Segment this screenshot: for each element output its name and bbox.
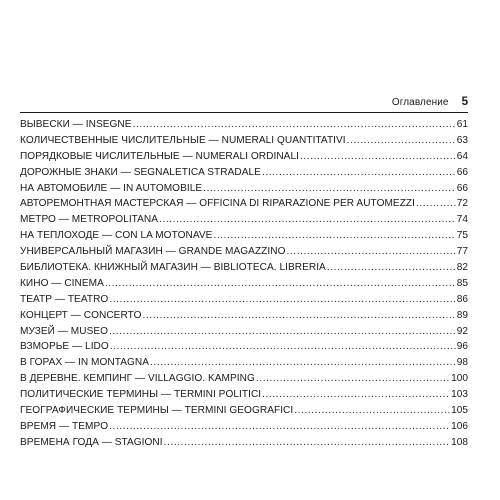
dot-leader: [110, 339, 456, 355]
toc-entry-page: 75: [456, 230, 468, 242]
toc-entry-title: В ДЕРЕВНЕ. КЕМПИНГ — VILLAGGIO. KAMPING: [20, 373, 255, 385]
toc-entry-page: 106: [451, 420, 468, 432]
toc-entry-page: 72: [456, 198, 468, 210]
toc-entry-page: 108: [451, 436, 468, 448]
toc-entry-page: 103: [451, 389, 468, 401]
toc-entry: [20, 308, 468, 324]
toc-entry: [20, 292, 468, 308]
toc-entry-title: ПОЛИТИЧЕСКИЕ ТЕРМИНЫ — TERMINI POLITICI: [20, 389, 262, 401]
dot-leader: [213, 228, 455, 244]
running-header: [20, 96, 468, 110]
dot-leader: [300, 149, 456, 165]
toc-entry-page: 89: [456, 309, 468, 321]
toc-entry-title: ГЕОГРАФИЧЕСКИЕ ТЕРМИНЫ — TERMINI GEOGRAFICI: [20, 405, 294, 417]
toc-entry-page: 92: [456, 325, 468, 337]
toc-entry-title: ВЗМОРЬЕ — LIDO: [20, 341, 109, 353]
toc-entry-page: 63: [456, 134, 468, 146]
toc-entry-title: МЕТРО — METROPOLITANA: [20, 214, 159, 226]
toc-entry: [20, 387, 468, 403]
toc-entry: [20, 371, 468, 387]
toc-entry: [20, 196, 468, 212]
dot-leader: [294, 403, 450, 419]
toc-entry: [20, 149, 468, 165]
toc-entry: [20, 181, 468, 197]
dot-leader: [109, 292, 455, 308]
toc-entry: [20, 117, 468, 133]
dot-leader: [416, 196, 456, 212]
toc-entry-title: АВТОРЕМОНТНАЯ МАСТЕРСКАЯ — OFFICINA DI RIPARAZIONE PER AUTOMEZZI: [20, 198, 415, 210]
toc-entry: [20, 355, 468, 371]
toc-entry-page: 96: [456, 341, 468, 353]
toc-entry-page: 100: [451, 373, 468, 385]
toc-entry-title: КОЛИЧЕСТВЕННЫЕ ЧИСЛИТЕЛЬНЫЕ — NUMERALI QUANTITATIVI: [20, 134, 346, 146]
dot-leader: [109, 324, 456, 340]
dot-leader: [143, 308, 456, 324]
toc-entry-title: БИБЛИОТЕКА. КНИЖНЫЙ МАГАЗИН — BIBLIOTECA. LIBRERIA: [20, 262, 326, 274]
toc-entry-title: НА ТЕПЛОХОДЕ — CON LA MOTONAVE: [20, 230, 213, 242]
page-number: 5: [461, 96, 468, 108]
toc-entry-page: 61: [456, 119, 468, 130]
toc-entry-title: КОНЦЕРТ — CONCERTO: [20, 309, 142, 321]
header-rule: [20, 112, 468, 113]
section-title: Оглавление: [391, 97, 449, 108]
toc-entry: [20, 212, 468, 228]
toc-entry-title: УНИВЕРСАЛЬНЫЙ МАГАЗИН — GRANDE MAGAZZINO: [20, 246, 286, 258]
dot-leader: [159, 212, 456, 228]
toc-entry: [20, 228, 468, 244]
toc-entry-page: 98: [456, 357, 468, 369]
toc-entry: [20, 339, 468, 355]
toc-entry-page: 86: [456, 293, 468, 305]
dot-leader: [262, 387, 450, 403]
toc-entry: [20, 435, 468, 451]
toc-entry-title: ПОРЯДКОВЫЕ ЧИСЛИТЕЛЬНЫЕ — NUMERALI ORDINALI: [20, 150, 299, 162]
toc-entry-title: В ГОРАХ — IN MONTAGNA: [20, 357, 150, 369]
toc-entry-page: 66: [456, 166, 468, 178]
dot-leader: [256, 371, 450, 387]
dot-leader: [150, 355, 456, 371]
dot-leader: [347, 133, 456, 149]
dot-leader: [327, 260, 456, 276]
toc-entry-title: ВРЕМЕНА ГОДА — STAGIONI: [20, 436, 163, 448]
toc-entry-title: ВРЕМЯ — TEMPO: [20, 420, 109, 432]
toc-entry-title: НА АВТОМОБИЛЕ — IN AUTOMOBILE: [20, 182, 203, 194]
toc-entry: [20, 244, 468, 260]
toc-entry: [20, 165, 468, 181]
toc-entry-title: КИНО — CINEMA: [20, 277, 104, 289]
toc-entry-page: 85: [456, 277, 468, 289]
dot-leader: [109, 419, 450, 435]
toc-entry-page: 77: [456, 246, 468, 258]
toc-entry-page: 64: [456, 150, 468, 162]
dot-leader: [286, 244, 455, 260]
toc-entry-page: 82: [456, 262, 468, 274]
toc-entry: [20, 133, 468, 149]
toc-entry-title: ТЕАТР — TEATRO: [20, 293, 109, 305]
toc-entry: [20, 419, 468, 435]
toc-entry-page: 105: [451, 405, 468, 417]
toc-entry-title: МУЗЕЙ — MUSEO: [20, 325, 109, 337]
toc-entry-page: 66: [456, 182, 468, 194]
toc-entry: [20, 260, 468, 276]
dot-leader: [164, 435, 451, 451]
toc-entry-title: ВЫВЕСКИ — INSEGNE: [20, 119, 132, 130]
dot-leader: [203, 181, 456, 197]
toc-entry: [20, 324, 468, 340]
toc-entry-page: 74: [456, 214, 468, 226]
dot-leader: [262, 165, 456, 181]
toc-entry: [20, 403, 468, 419]
dot-leader: [105, 276, 456, 292]
toc-entry: [20, 276, 468, 292]
dot-leader: [133, 117, 456, 133]
toc-entry-title: ДОРОЖНЫЕ ЗНАКИ — SEGNALETICA STRADALE: [20, 166, 261, 178]
table-of-contents: [20, 117, 468, 451]
